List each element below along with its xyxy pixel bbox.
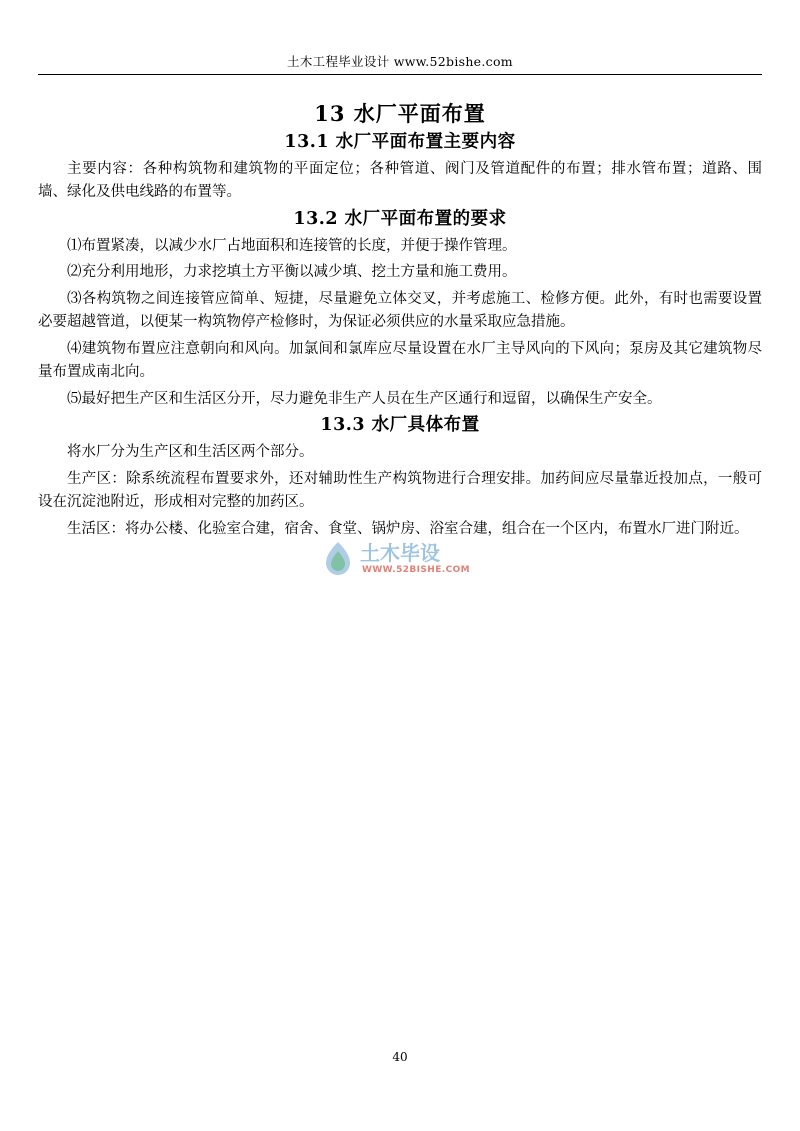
paragraph-13-2-1: ⑴布置紧凑，以减少水厂占地面积和连接管的长度，并便于操作管理。 <box>67 237 517 254</box>
page-number: 40 <box>392 1050 408 1064</box>
chapter-title: 13 水厂平面布置 <box>314 101 486 126</box>
section-title-13-1: 13.1 水厂平面布置主要内容 <box>284 132 516 152</box>
paragraph-13-3-2: 生产区：除系统流程布置要求外，还对辅助性生产构筑物进行合理安排。加药间应尽量靠近投加点，一般可设在沉淀池附近，形成相对完整的加药区。 <box>38 470 762 511</box>
paragraph-13-2-2: ⑵充分利用地形，力求挖填土方平衡以减少填、挖土方量和施工费用。 <box>67 264 517 281</box>
running-header: 土木工程毕业设计 www.52bishe.com <box>287 54 513 69</box>
section-title-13-3: 13.3 水厂具体布置 <box>320 415 480 436</box>
paragraph-13-1-1: 主要内容：各种构筑物和建筑物的平面定位；各种管道、阀门及管道配件的布置；排水管布置；道路、围墙、绿化及供电线路的布置等。 <box>38 161 762 201</box>
watermark-logo-icon <box>318 539 358 579</box>
section-title-13-2: 13.2 水厂平面布置的要求 <box>293 208 507 229</box>
header-divider <box>38 74 762 75</box>
paragraph-13-2-4: ⑷建筑物布置应注意朝向和风向。加氯间和氯库应尽量设置在水厂主导风向的下风向；泵房及其它建筑物尽量布置成南北向。 <box>38 340 762 381</box>
paragraph-13-2-3: ⑶各构筑物之间连接管应简单、短捷，尽量避免立体交叉，并考虑施工、检修方便。此外，有时也需要设置必要超越管道，以便某一构筑物停产检修时，为保证必须供应的水量采取应急措施。 <box>38 290 762 331</box>
watermark-title: 土木毕设 <box>360 541 440 565</box>
paragraph-13-3-3: 生活区：将办公楼、化验室合建，宿舍、食堂、锅炉房、浴室合建，组合在一个区内，布置水厂进门附近。 <box>67 520 749 537</box>
page-content <box>38 84 762 541</box>
paragraph-13-2-5: ⑸最好把生产区和生活区分开，尽力避免非生产人员在生产区通行和逗留，以确保生产安全。 <box>67 390 662 407</box>
watermark-subtitle: WWW.52BISHE.COM <box>362 565 470 575</box>
paragraph-13-3-1: 将水厂分为生产区和生活区两个部分。 <box>67 444 314 461</box>
watermark <box>318 535 498 589</box>
